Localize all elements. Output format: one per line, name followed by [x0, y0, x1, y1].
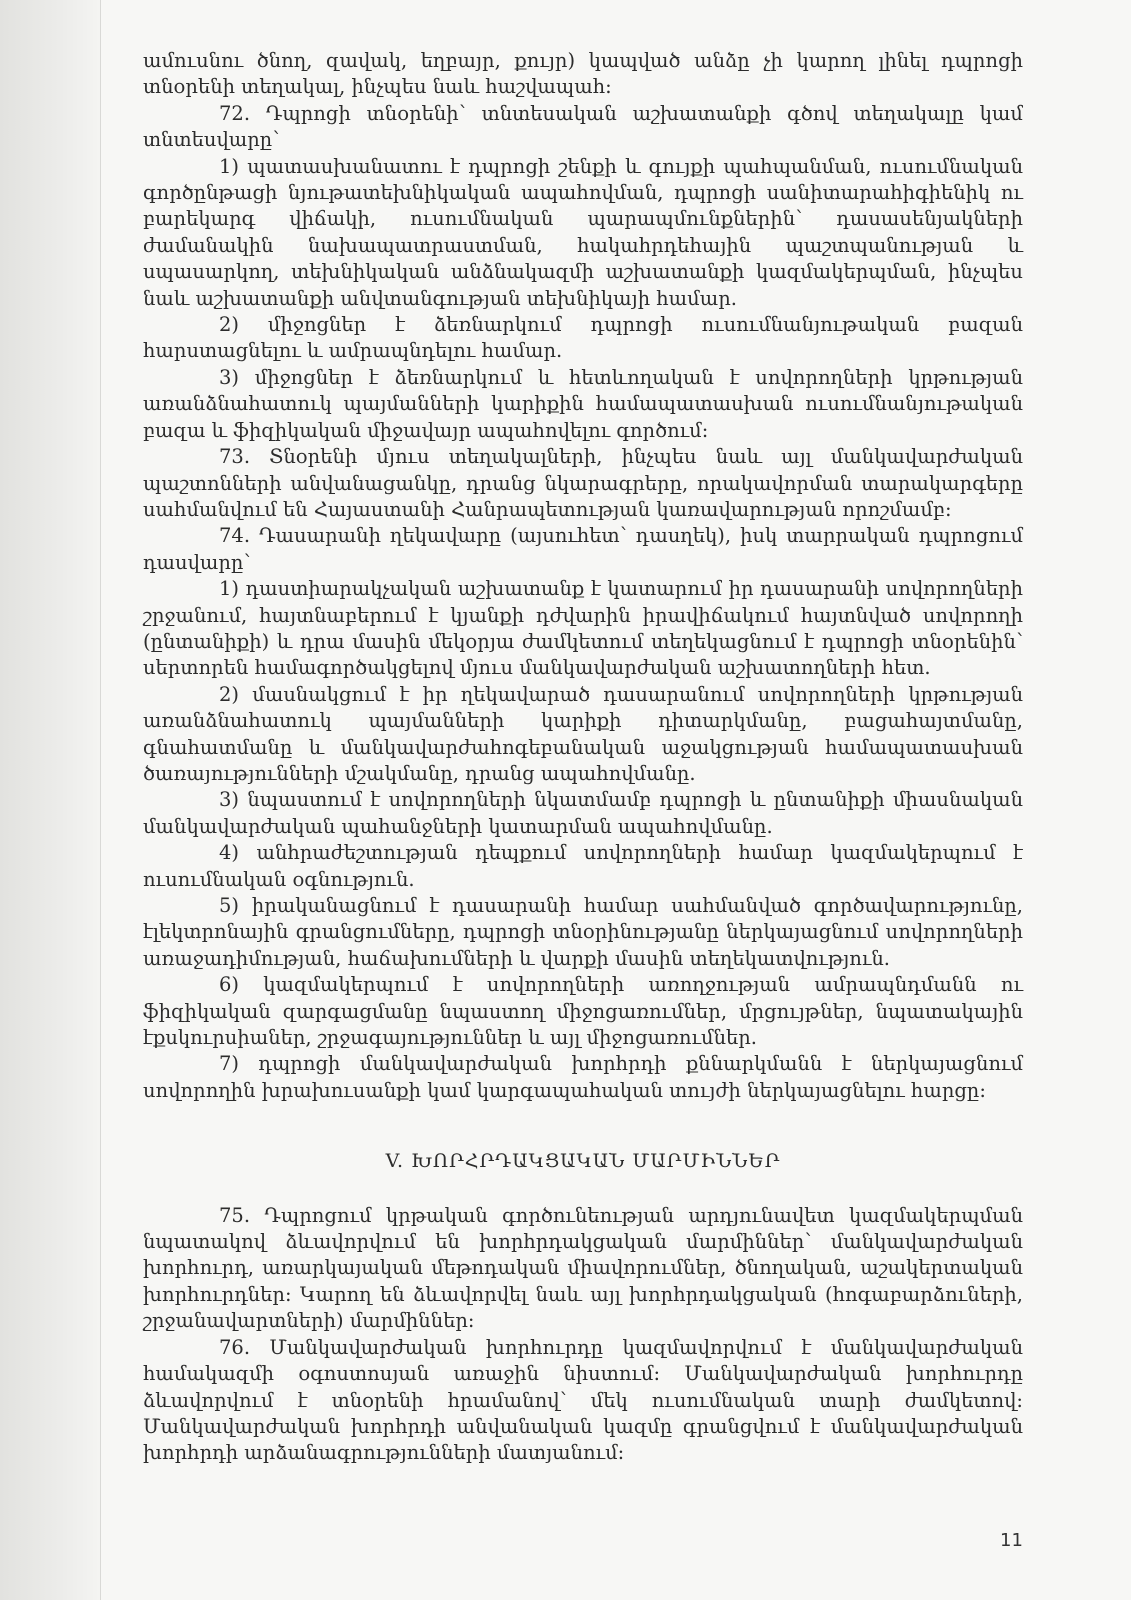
paragraph: 4) անհրաժեշտության դեպքում սովորողների համար կազմակերպում է ուսումնական օգնություն.	[143, 841, 1023, 891]
paragraph: 76. Մանկավարժական խորհուրդը կազմավորվում է մանկավարժական համակազմի օգոստոսյան առաջին նիստում: Մանկավարժական խորհուրդը ձևավորվում է տնօրենի հրամանով՝ մեկ ուսումնական տարի ժամկետով: Մանկավարժական խորհրդի անվանական կազմը գրանցվում է մանկավարժական խորհրդի արձանագրությունների մատյանում:	[143, 1335, 1023, 1465]
paragraph: 2) մասնակցում է իր ղեկավարած դասարանում սովորողների կրթության առանձնահատուկ պայմանների կարիքի դիտարկմանը, բացահայտմանը, գնահատմանը և մանկավարժահոգեբանական աջակցության համապատասխան ծառայությունների մշակմանը, դրանց ապահովմանը.	[143, 682, 1023, 785]
paragraph: 2) միջոցներ է ձեռնարկում դպրոցի ուսումնանյութական բազան հարստացնելու և ամրապնդելու համար.	[143, 313, 1023, 363]
paragraph: 7) դպրոցի մանկավարժական խորհրդի քննարկմանն է ներկայացնում սովորողին խրախուսանքի կամ կարգապահական տույժի ներկայացնելու հարցը:	[143, 1052, 1023, 1102]
paragraph: 1) դաստիարակչական աշխատանք է կատարում իր դասարանի սովորողների շրջանում, հայտնաբերում է կյանքի դժվարին իրավիճակում հայտնված սովորողի (ընտանիքի) և դրա մասին մեկօրյա ժամկետում տեղեկացնում է դպրոցի տնօրենին՝ սերտորեն համագործակցելով մյուս մանկավարժական աշխատողների հետ.	[143, 577, 1023, 680]
page-number: 11	[1000, 1530, 1023, 1551]
section-heading: V. ԽՈՐՀՐԴԱԿՑԱԿԱՆ ՄԱՐՄԻՆՆԵՐ	[385, 1150, 781, 1173]
paragraph: 74. Դասարանի ղեկավարը (այսուհետ՝ դասղեկ), իսկ տարրական դպրոցում դասվարը՝	[143, 524, 1023, 574]
document-page	[143, 48, 1023, 1467]
paragraph: 73. Տնօրենի մյուս տեղակալների, ինչպես նաև այլ մանկավարժական պաշտոնների անվանացանկը, դրանց նկարագրերը, որակավորման տարակարգերը սահմանվում են Հայաստանի Հանրապետության կառավարության որոշմամբ:	[143, 445, 1023, 521]
paragraph: 3) միջոցներ է ձեռնարկում և հետևողական է սովորողների կրթության առանձնահատուկ պայմանների կարիքին համապատասխան ուսումնանյութական բազա և ֆիզիկական միջավայր ապահովելու գործում:	[143, 365, 1023, 442]
paragraphs-after	[143, 1203, 1023, 1467]
paragraph: 1) պատասխանատու է դպրոցի շենքի և գույքի պահպանման, ուսումնական գործընթացի նյութատեխնիկական ապահովման, դպրոցի սանիտարահիգիենիկ ու բարեկարգ վիճակի, ուսումնական պարապմունքներին՝ դասասենյակների ժամանակին նախապատրաստման, հակահրդեհային պաշտպանության և սպասարկող, տեխնիկական անձնակազմի աշխատանքի կազմակերպման, ինչպես նաև աշխատանքի անվտանգության տեխնիկայի համար.	[143, 154, 1023, 310]
paragraph: 5) իրականացնում է դասարանի համար սահմանված գործավարությունը, էլեկտրոնային գրանցումները, դպրոցի տնօրինությանը ներկայացնում սովորողների առաջադիմության, հաճախումների և վարքի մասին տեղեկատվություն.	[143, 894, 1023, 970]
paragraphs-before	[143, 48, 1023, 1104]
paragraph: 3) նպաստում է սովորողների նկատմամբ դպրոցի և ընտանիքի միասնական մանկավարժական պահանջների կատարման ապահովմանը.	[143, 788, 1023, 838]
previous-page-edge	[0, 0, 101, 1600]
paragraph: 75. Դպրոցում կրթական գործունեության արդյունավետ կազմակերպման նպատակով ձևավորվում են խորհրդակցական մարմիններ՝ մանկավարժական խորհուրդ, առարկայական մեթոդական միավորումներ, ծնողական, աշակերտական խորհուրդներ: Կարող են ձևավորվել նաև այլ խորհրդակցական (հոգաբարձուների, շրջանավարտների) մարմիններ:	[143, 1203, 1023, 1333]
paragraph: 72. Դպրոցի տնօրենի՝ տնտեսական աշխատանքի գծով տեղակալը կամ տնտեսվարը՝	[143, 101, 1023, 152]
paragraph: ամուսնու ծնող, զավակ, եղբայր, քույր) կապված անձը չի կարող լինել դպրոցի տնօրենի տեղակալ, ինչպես նաև հաշվապահ:	[143, 49, 1023, 99]
paragraph: 6) կազմակերպում է սովորողների առողջության ամրապնդմանն ու ֆիզիկական զարգացմանը նպաստող միջոցառումներ, մրցույթներ, նպատակային էքսկուրսիաներ, շրջագայություններ և այլ միջոցառումներ.	[143, 973, 1023, 1050]
